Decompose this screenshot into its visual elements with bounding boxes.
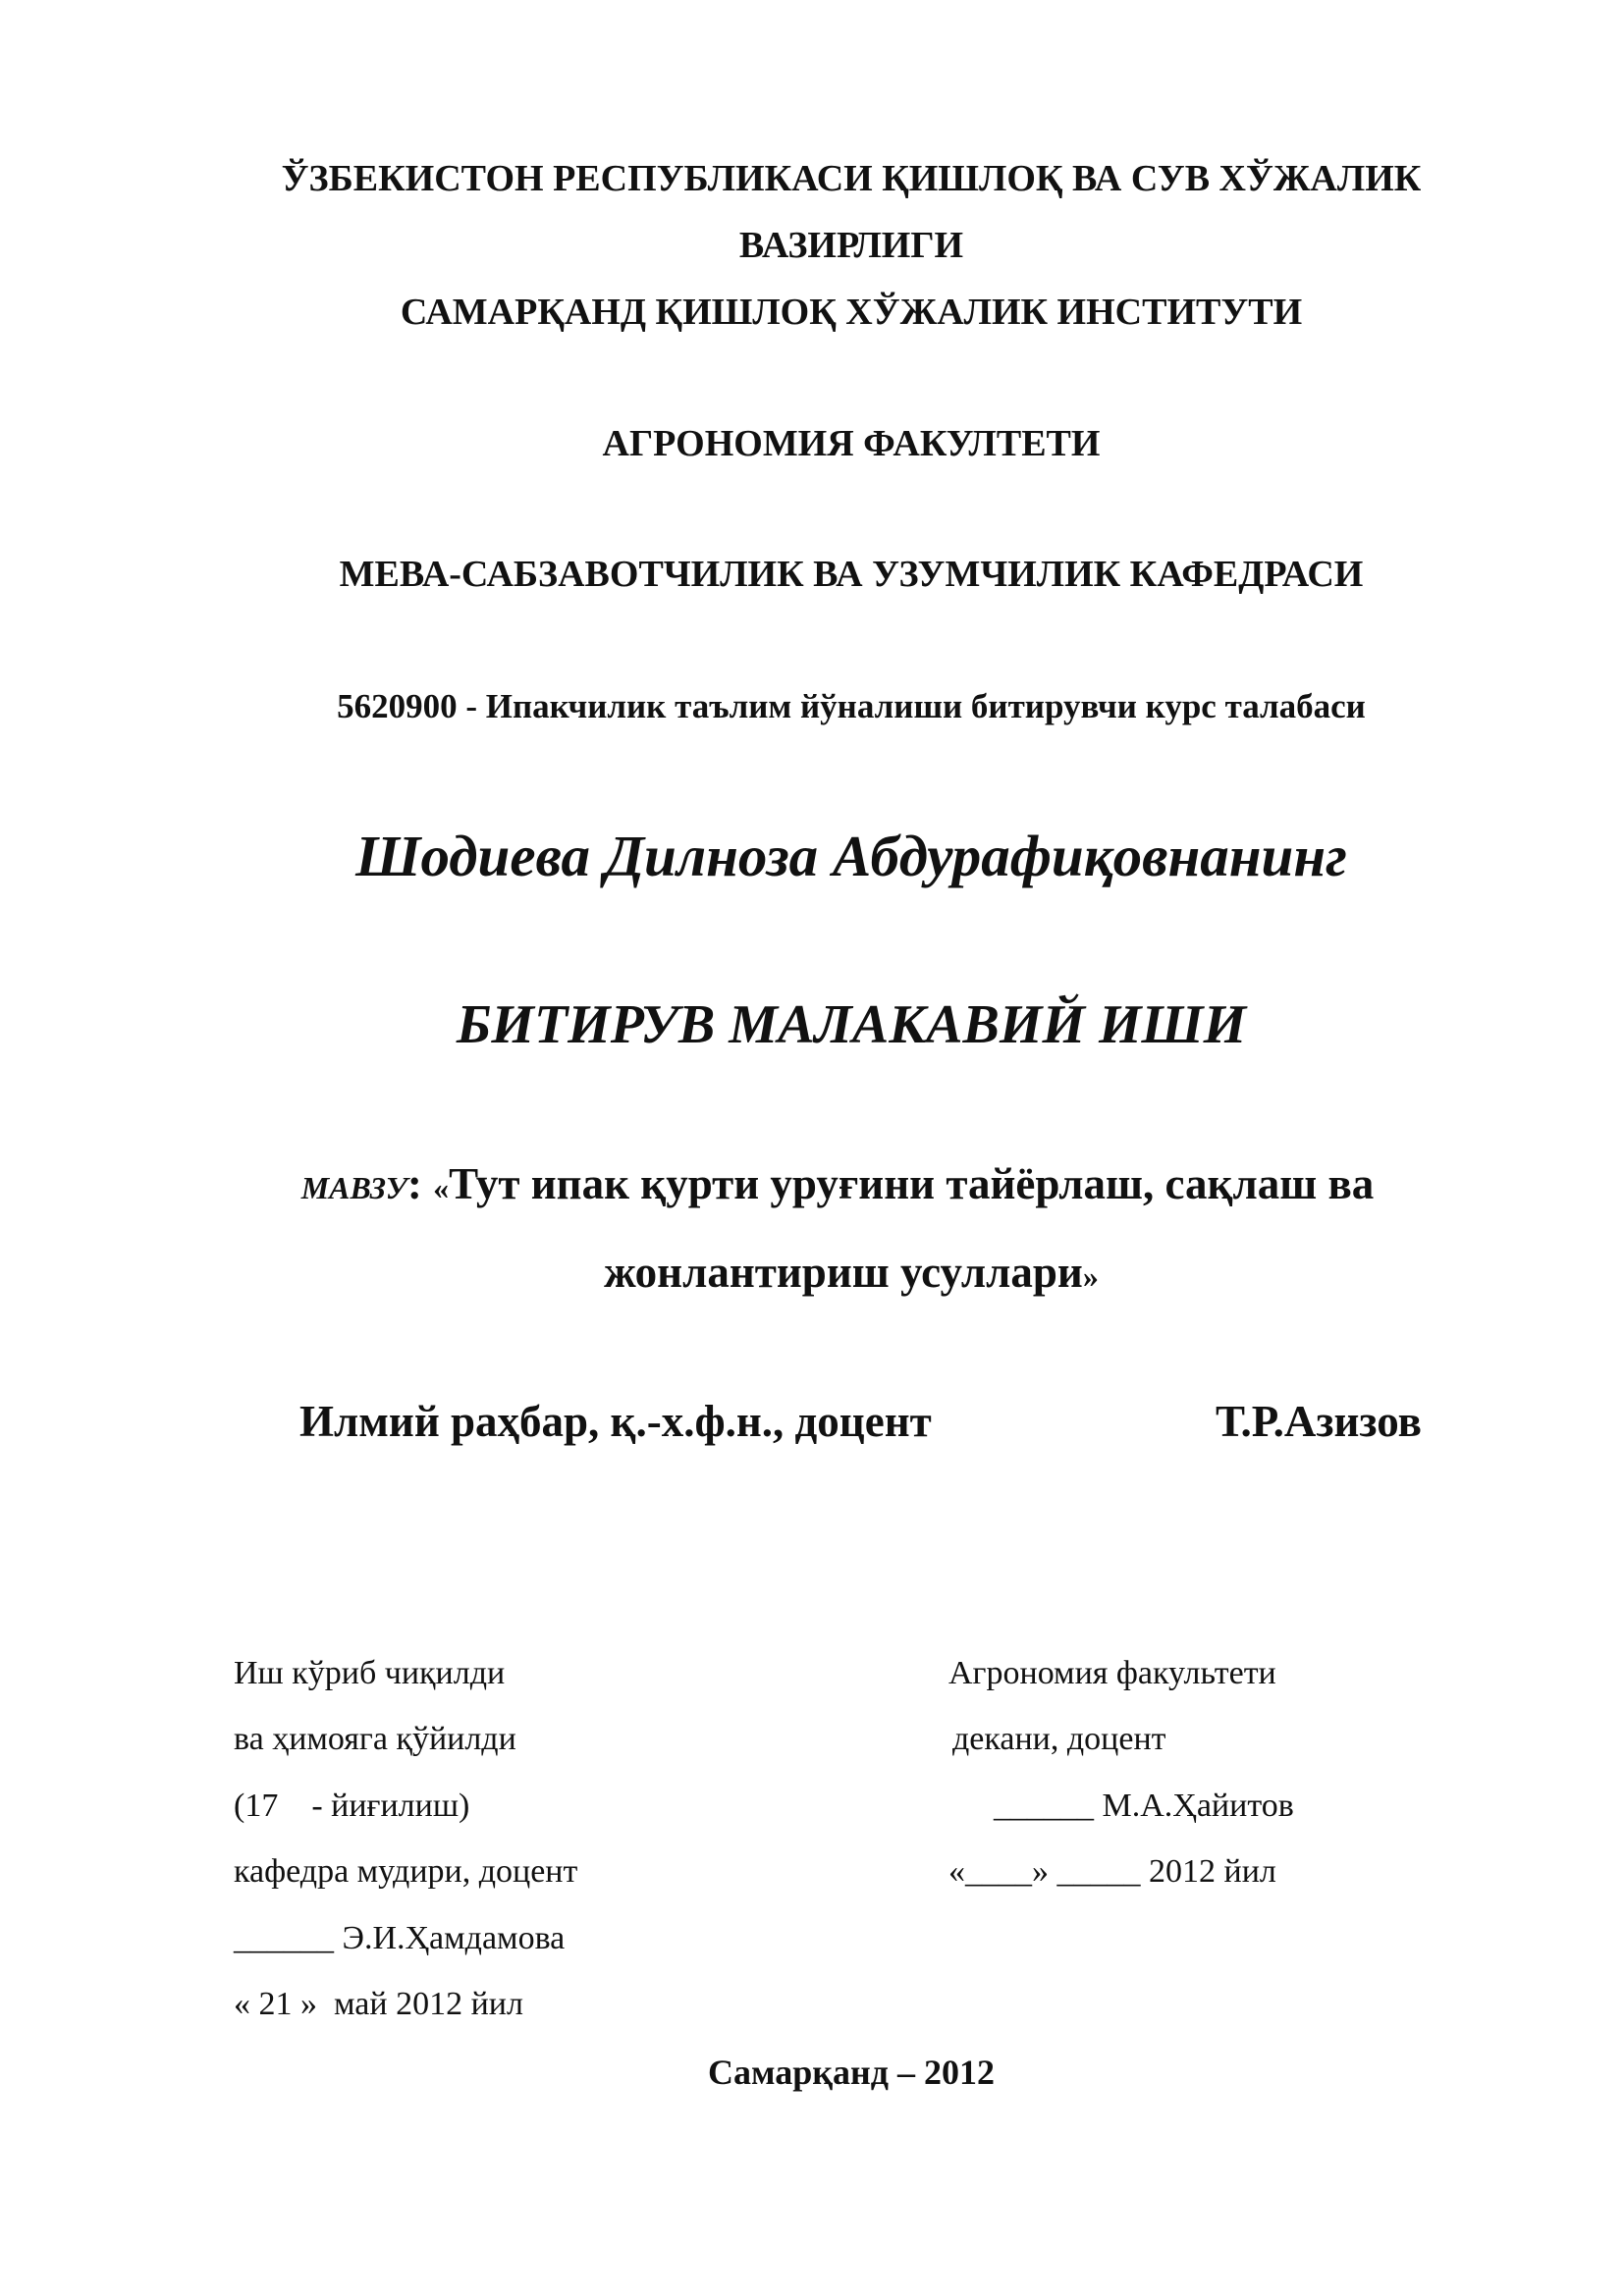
faculty-name: АГРОНОМИЯ ФАКУЛТЕТИ <box>602 423 1101 464</box>
topic-line-1 <box>26 1158 1624 1209</box>
advisor-role: Илмий раҳбар, қ.-х.ф.н., доцент <box>299 1397 932 1446</box>
approval-left-line-6: « 21 » май 2012 йил <box>234 1986 523 2022</box>
approval-right-line-1: Агрономия факультети <box>948 1655 1276 1691</box>
city-year: Самарқанд – 2012 <box>708 2053 995 2092</box>
approval-left-line-1: Иш кўриб чиқилди <box>234 1655 506 1691</box>
approval-left-line-2: ва ҳимояга қўйилди <box>234 1721 516 1757</box>
ministry-line-2: ВАЗИРЛИГИ <box>738 225 964 266</box>
topic-close-quote: » <box>1082 1258 1099 1294</box>
program-line: 5620900 - Ипакчилик таълим йўналиши битирувчи курс талабаси <box>337 687 1366 725</box>
topic-text-2: жонлантириш усуллари <box>604 1248 1083 1297</box>
department-name: МЕВА-САБЗАВОТЧИЛИК ВА УЗУМЧИЛИК КАФЕДРАСИ <box>339 554 1364 595</box>
student-name: Шодиева Дилноза Абдурафиқовнанинг <box>355 824 1347 888</box>
approval-left-line-4: кафедра мудири, доцент <box>234 1853 578 1890</box>
topic-line-2 <box>39 1247 1624 1298</box>
document-type: БИТИРУВ МАЛАКАВИЙ ИШИ <box>456 994 1247 1055</box>
topic-label: МАВЗУ <box>300 1170 407 1205</box>
topic-open-quote: « <box>433 1170 450 1205</box>
approval-left-line-5: ______ Э.И.Ҳамдамова <box>234 1920 566 1956</box>
approval-right-line-2: декани, доцент <box>952 1721 1166 1757</box>
approval-right-line-4: «____» _____ 2012 йил <box>948 1853 1276 1890</box>
approval-left-line-3: (17 - йиғилиш) <box>234 1788 470 1824</box>
institute-name: САМАРҚАНД ҚИШЛОҚ ХЎЖАЛИК ИНСТИТУТИ <box>400 292 1303 333</box>
topic-colon: : <box>406 1159 422 1208</box>
approval-right-line-3: ______ М.А.Ҳайитов <box>994 1788 1294 1824</box>
topic-text-1: Тут ипак қурти уруғини тайёрлаш, сақлаш ва <box>449 1159 1375 1208</box>
advisor-name: Т.Р.Азизов <box>1216 1397 1422 1446</box>
ministry-line-1: ЎЗБЕКИСТОН РЕСПУБЛИКАСИ ҚИШЛОҚ ВА СУВ ХЎЖАЛИК <box>281 158 1422 199</box>
